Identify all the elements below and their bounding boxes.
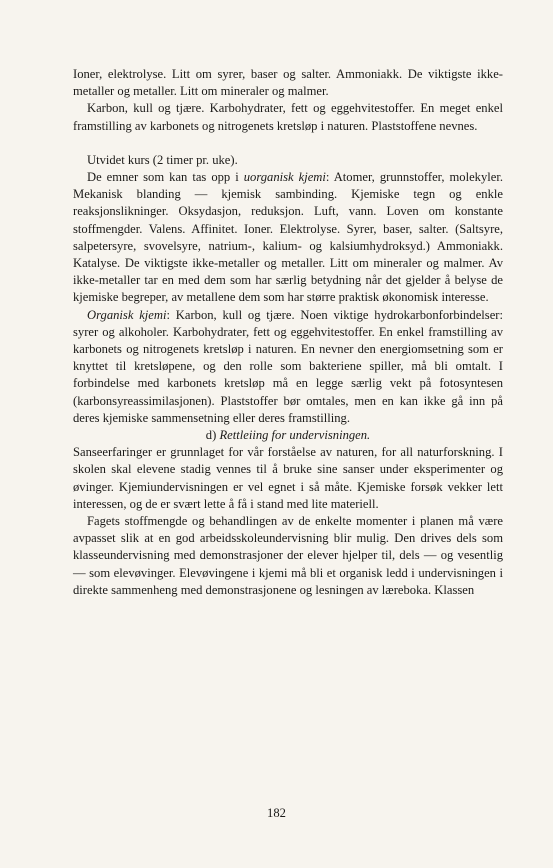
intro-paragraph-2: Karbon, kull og tjære. Karbohydrater, fett og eggehvitestoffer. En meget enkel framstilling av karbonets og nitrogenets kretsløp i naturen. Plaststoffene nevnes.: [73, 101, 503, 133]
organic-body-text: : Karbon, kull og tjære. Noen viktige hydrokarbonforbindelser: syrer og alkoholer. Karbohydrater, fett og eggehvitestoffer. En enkel framstilling av karbonets og nitrogenets kretsløp i naturen. En nevner den energiomsetning som er knyttet til kretsløpene, og den rolle som bakteriene spiller, må bli omtalt. I forbindelse med karbonets kretsløp må en legge særlig vekt på fotosyntesen (karbonsyreassimilasjonen). Plaststoffer bør omtales, men en kan ikke gå inn på deres kjemiske sammensetning eller deres framstilling.: [73, 307, 503, 425]
guidance-paragraph-1: Sanseerfaringer er grunnlaget for vår forståelse av naturen, for all naturforskning. I skolen skal elevene stadig vennes til å bruke sine sanser under eksperimenter og øvinger. Kjemiundervisningen er vel egnet i så måte. Kjemiske forsøk vekker lett interessen, og de er svært lette å få i stand med lite materiell.: [73, 445, 503, 511]
inorganic-body-text: : Atomer, grunnstoffer, molekyler. Mekanisk blanding — kjemisk sambinding. Kjemiske tegn og enkle reaksjonslikninger. Oksydasjon, reduksjon. Luft, vann. Loven om konstante stoffmengder. Valens. Affinitet. Ioner. Elektrolyse. Syrer, baser, salter. (Saltsyre, salpetersyre, svovelsyre, natrium-, kalium- og kalsiumhydroksyd.) Ammoniakk. Katalyse. De viktigste ikke-metaller og metaller. Litt om mineraler og malmer. Av ikke-metaller tar en med dem som har særlig betydning når det gjelder å belyse de kjemiske begreper, av metallene dem som har større praktisk økonomisk interesse.: [73, 170, 504, 305]
guidance-section-title: Rettleiing for undervisningen.: [219, 428, 371, 443]
organic-chemistry-paragraph: [73, 307, 503, 427]
document-page: [73, 66, 503, 599]
extended-course-heading: Utvidet kurs (2 timer pr. uke).: [87, 152, 238, 167]
page-number: 182: [267, 806, 286, 820]
guidance-section-label: d): [205, 428, 217, 443]
intro-paragraph-1: Ioner, elektrolyse. Litt om syrer, baser og salter. Ammoniakk. De viktigste ikke-metaller og metaller. Litt om mineraler og malmer.: [73, 67, 503, 99]
inorganic-chemistry-paragraph: [73, 169, 503, 307]
inorganic-lead-text: De emner som kan tas opp i: [87, 170, 244, 185]
inorganic-chemistry-term: uorganisk kjemi: [243, 170, 326, 185]
guidance-paragraph-2: Fagets stoffmengde og behandlingen av de enkelte momenter i planen må være avpasset slik at en god arbeidsskoleundervisning blir mulig. Den drives dels som klasseundervisning med demonstrasjoner der elever hjelper til, dels — og vesentlig — som elevøvinger. Elevøvingene i kjemi må bli et organisk ledd i undervisningen i direkte sammenheng med demonstrasjonene og lesningen av læreboka. Klassen: [73, 514, 503, 597]
guidance-heading: [73, 427, 503, 444]
organic-chemistry-term: Organisk kjemi: [87, 307, 167, 322]
